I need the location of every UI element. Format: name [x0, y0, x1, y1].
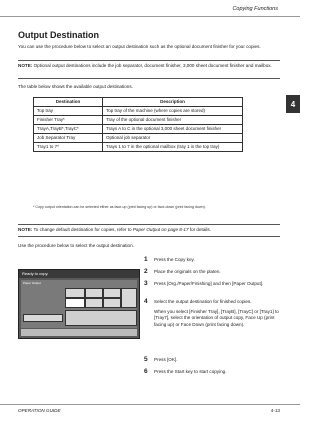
screen-title: Paper Output [23, 281, 41, 285]
step-text: Press the Copy key. [154, 257, 195, 262]
face-option[interactable] [121, 288, 137, 308]
table-row [34, 115, 243, 124]
table-cell: Trays A to C in the optional 3,000 sheet document finisher [103, 124, 243, 133]
step-number: 6 [144, 368, 148, 375]
footer-rule [0, 404, 300, 405]
step-number: 2 [144, 268, 148, 275]
step-text: Press [OK]. [154, 357, 178, 362]
table-cell: Top tray of the machine (where copies are stored) [103, 106, 243, 115]
table-header-row [34, 98, 243, 107]
step-text: Press [Org./Paper/Finishing] and then [Paper Output]. [154, 281, 264, 286]
table-cell: Trays 1 to 7 in the optional mailbox (tray 1 is the top tray) [103, 142, 243, 151]
note-rule-top [18, 60, 280, 61]
note-text: for details. [188, 227, 211, 232]
note-rule-bottom [18, 78, 280, 79]
destination-option[interactable] [103, 298, 121, 308]
destination-option[interactable] [103, 288, 121, 298]
note-label: NOTE: [18, 227, 33, 232]
destination-option[interactable] [85, 288, 103, 298]
footer-guide: OPERATION GUIDE [18, 408, 61, 413]
note-text: To change default destination for copies, refer to [32, 227, 133, 232]
step-6 [146, 369, 281, 375]
destination-option[interactable] [65, 288, 85, 298]
table-cell: TrayA,TrayB*,TrayC* [34, 124, 103, 133]
page-number: 4-13 [270, 408, 280, 413]
note-rule-top [18, 224, 280, 225]
step-3 [146, 281, 281, 287]
table-cell: Tray of the optional document finisher [103, 115, 243, 124]
step-text: Press the Start key to start copying. [154, 369, 227, 374]
step-1 [146, 257, 281, 263]
step-number: 3 [144, 280, 148, 287]
table-header: Description [103, 98, 243, 107]
status-bar [19, 270, 139, 278]
destination-option[interactable] [85, 298, 103, 308]
table-footnote: * Copy output orientation can be selected either as face-up (print facing up) or face-down (print facing down). [33, 205, 206, 209]
preview-button[interactable] [23, 314, 63, 322]
section-title: Output Destination [18, 30, 99, 40]
table-row [34, 124, 243, 133]
tray-grid[interactable] [65, 310, 137, 326]
note-default [18, 227, 280, 233]
paper-output-pane [21, 280, 137, 328]
step-text: Place the originals on the platen. [154, 269, 221, 274]
step-number: 4 [144, 298, 148, 305]
table-intro: The table below shows the available output destinations. [18, 84, 133, 89]
step-subtext: When you select [Finisher Tray], [TrayB], [TrayC] or [Tray1] to [Tray7], select the orientation of output copy, Face Up (print facing up) or Face Down (print facing down). [154, 309, 279, 327]
note-rule-bottom [18, 236, 280, 237]
procedure-intro: Use the procedure below to select the output destination. [18, 243, 134, 248]
running-header: Copying Functions [232, 6, 278, 12]
chapter-tab: 4 [286, 95, 300, 113]
status-text: Ready to copy. [22, 271, 49, 276]
table-row [34, 133, 243, 142]
table-row [34, 142, 243, 151]
table-cell: Top tray [34, 106, 103, 115]
step-5 [146, 357, 281, 363]
note-optional [18, 63, 280, 69]
destination-option[interactable] [65, 298, 85, 308]
note-label: NOTE: [18, 63, 33, 68]
table-header: Destination [34, 98, 103, 107]
step-text: Select the output destination for finished copies. [154, 299, 252, 304]
table-cell: Optional job separator [103, 133, 243, 142]
table-row [34, 106, 243, 115]
destination-table [33, 97, 243, 152]
bottom-bar [21, 329, 137, 336]
step-number: 1 [144, 256, 148, 263]
table-cell: Tray1 to 7* [34, 142, 103, 151]
header-rule [0, 16, 300, 17]
note-text: Optional output destinations include the job separator, document finisher, 3,000 sheet document finisher and mailbox. [32, 63, 272, 68]
cross-reference-link[interactable]: Paper Output on page 8-17 [132, 227, 189, 232]
table-cell: Finisher Tray* [34, 115, 103, 124]
step-number: 5 [144, 356, 148, 363]
table-cell: Job Separator Tray [34, 133, 103, 142]
intro-paragraph: You can use the procedure below to select an output destination such as the optional document finisher for your copies. [18, 44, 261, 49]
step-4 [146, 299, 281, 328]
step-2 [146, 269, 281, 275]
panel-screenshot [18, 269, 140, 339]
